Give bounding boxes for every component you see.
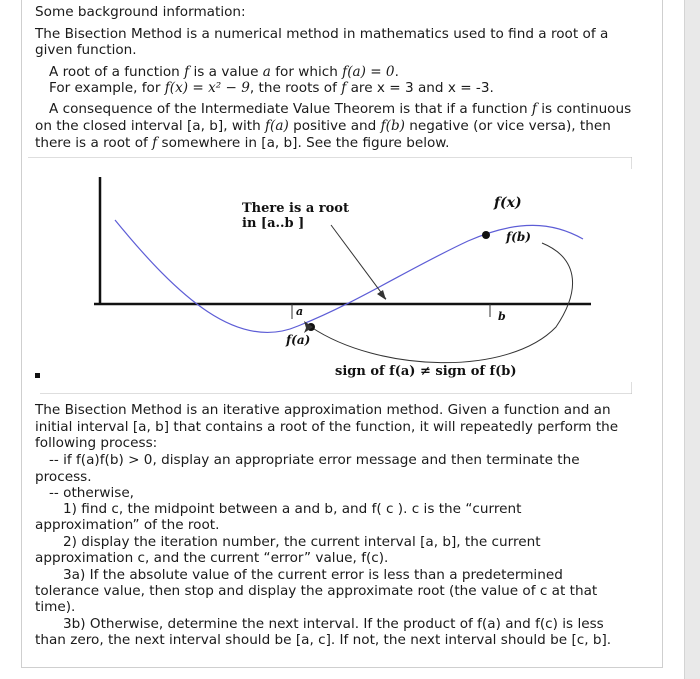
method-line-7: 1) find c, the midpoint between a and b, and f( c ). c is the “current [63, 501, 522, 517]
root-note-line-2: in [a..b ] [242, 216, 305, 231]
method-line-1: The Bisection Method is an iterative approximation method. Given a function and an [35, 402, 611, 418]
fb-point [482, 231, 490, 239]
method-line-11: 3a) If the absolute value of the current error is less than a predetermined [63, 567, 563, 583]
fb-label: f(b) [506, 230, 531, 244]
fa-label: f(a) [286, 333, 311, 347]
intro-line-1: The Bisection Method is a numerical method in mathematics used to find a root of a [35, 26, 609, 42]
root-definition: A root of a function f is a value a for which f(a) = 0. [49, 64, 399, 80]
heading: Some background information: [35, 4, 246, 20]
method-line-3: following process: [35, 435, 158, 451]
intro-line-2: given function. [35, 42, 137, 58]
method-line-14: 3b) Otherwise, determine the next interval. If the product of f(a) and f(c) is less [63, 616, 604, 632]
method-line-5: process. [35, 469, 92, 485]
method-line-9: 2) display the iteration number, the current interval [a, b], the current [63, 534, 541, 550]
method-line-8: approximation” of the root. [35, 517, 220, 533]
root-note-line-1: There is a root [242, 201, 349, 216]
fx-label: f(x) [494, 195, 522, 211]
example-line: For example, for f(x) = x² − 9, the roots of f are x = 3 and x = -3. [49, 80, 494, 96]
method-line-6: -- otherwise, [49, 485, 135, 501]
figure-bottom-border [40, 382, 632, 394]
method-line-15: than zero, the next interval should be [a, c]. If not, the next interval should be [c, b]. [35, 632, 612, 648]
b-label: b [498, 310, 506, 323]
ivt-line-3: there is a root of f somewhere in [a, b]. See the figure below. [35, 135, 450, 151]
page-edge-right [684, 0, 700, 679]
a-label: a [296, 305, 304, 318]
ivt-line-2: on the closed interval [a, b], with f(a) positive and f(b) negative (or vice versa), then [35, 118, 611, 134]
fa-arrowhead [304, 321, 313, 333]
root-pointer-arrowhead [377, 290, 386, 300]
method-line-2: initial interval [a, b] that contains a root of the function, it will repeatedly perform the [35, 419, 619, 435]
bisection-figure [28, 157, 632, 394]
method-line-10: approximation c, and the current “error” value, f(c). [35, 550, 389, 566]
figure-top-border [28, 157, 632, 169]
sign-note: sign of f(a) ≠ sign of f(b) [335, 364, 517, 379]
method-line-12: tolerance value, then stop and display the approximate root (the value of c at that [35, 583, 598, 599]
method-line-4: -- if f(a)f(b) > 0, display an appropriate error message and then terminate the [49, 452, 580, 468]
list-bullet [35, 373, 40, 378]
ivt-line-1: A consequence of the Intermediate Value Theorem is that if a function f is continuous [49, 101, 632, 117]
root-pointer-arrow [331, 225, 386, 299]
method-line-13: time). [35, 599, 76, 615]
